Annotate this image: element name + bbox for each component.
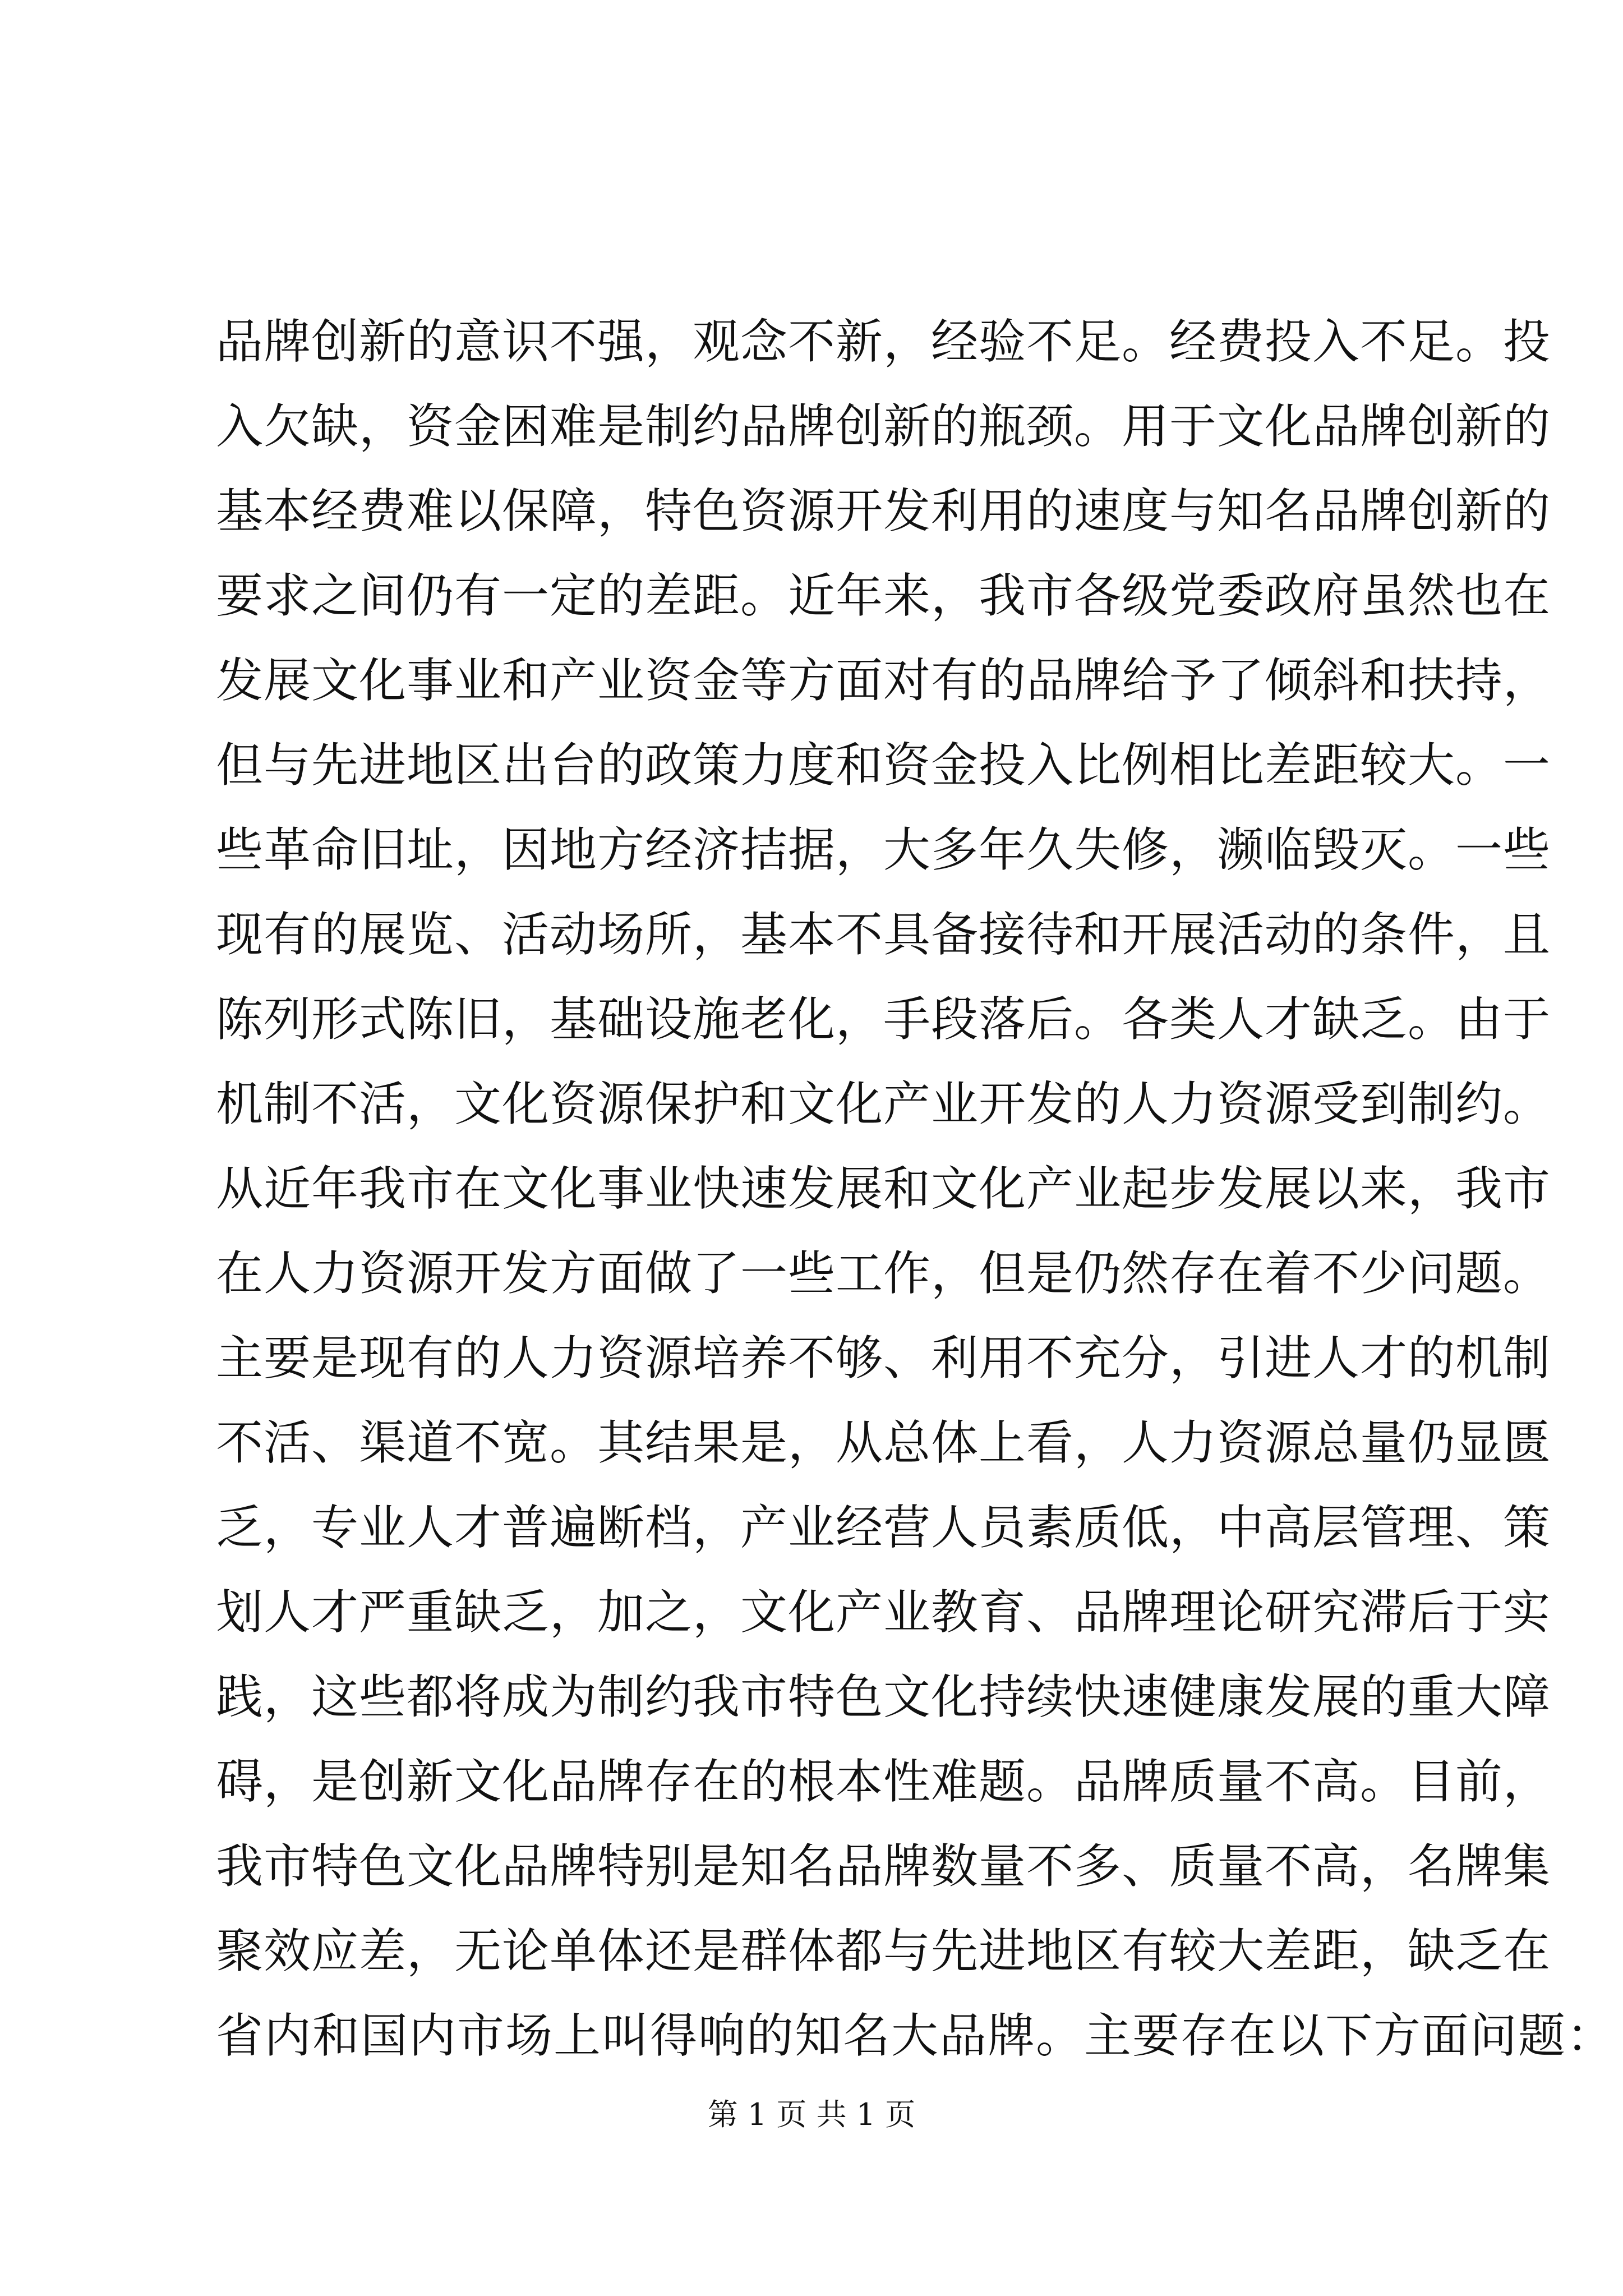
text-line: 发展文化事业和产业资金等方面对有的品牌给予了倾斜和扶持， — [216, 653, 1551, 708]
text-line: 我市特色文化品牌特别是知名品牌数量不多、质量不高，名牌集 — [216, 1839, 1551, 1894]
text-line: 机制不活，文化资源保护和文化产业开发的人力资源受到制约。 — [216, 1076, 1551, 1131]
text-line: 从近年我市在文化事业快速发展和文化产业起步发展以来，我市 — [216, 1161, 1551, 1216]
text-line: 现有的展览、活动场所，基本不具备接待和开展活动的条件，且 — [216, 907, 1551, 962]
text-line: 要求之间仍有一定的差距。近年来，我市各级党委政府虽然也在 — [216, 568, 1551, 623]
page-footer — [0, 2095, 1623, 2134]
text-line: 入欠缺，资金困难是制约品牌创新的瓶颈。用于文化品牌创新的 — [216, 399, 1551, 454]
text-line: 划人才严重缺乏，加之，文化产业教育、品牌理论研究滞后于实 — [216, 1585, 1551, 1640]
body-paragraph — [216, 300, 1615, 2078]
page-number-label: 第 1 页 共 1 页 — [707, 2097, 916, 2132]
text-line: 不活、渠道不宽。其结果是，从总体上看，人力资源总量仍显匮 — [216, 1415, 1551, 1470]
text-line: 乏，专业人才普遍断档，产业经营人员素质低，中高层管理、策 — [216, 1500, 1551, 1555]
text-line: 聚效应差，无论单体还是群体都与先进地区有较大差距，缺乏在 — [216, 1924, 1551, 1978]
text-line: 碍，是创新文化品牌存在的根本性难题。品牌质量不高。目前， — [216, 1754, 1551, 1809]
text-line: 主要是现有的人力资源培养不够、利用不充分，引进人才的机制 — [216, 1331, 1551, 1386]
text-line: 但与先进地区出台的政策力度和资金投入比例相比差距较大。一 — [216, 738, 1551, 793]
text-line: 陈列形式陈旧，基础设施老化，手段落后。各类人才缺乏。由于 — [216, 992, 1551, 1047]
text-line: 践，这些都将成为制约我市特色文化持续快速健康发展的重大障 — [216, 1669, 1551, 1724]
text-line: 些革命旧址，因地方经济拮据，大多年久失修，濒临毁灭。一些 — [216, 822, 1551, 877]
text-line: 省内和国内市场上叫得响的知名大品牌。主要存在以下方面问题： — [216, 2008, 1615, 2063]
text-line: 在人力资源开发方面做了一些工作，但是仍然存在着不少问题。 — [216, 1246, 1551, 1301]
text-line: 基本经费难以保障，特色资源开发利用的速度与知名品牌创新的 — [216, 484, 1551, 539]
text-line: 品牌创新的意识不强，观念不新，经验不足。经费投入不足。投 — [216, 314, 1551, 369]
